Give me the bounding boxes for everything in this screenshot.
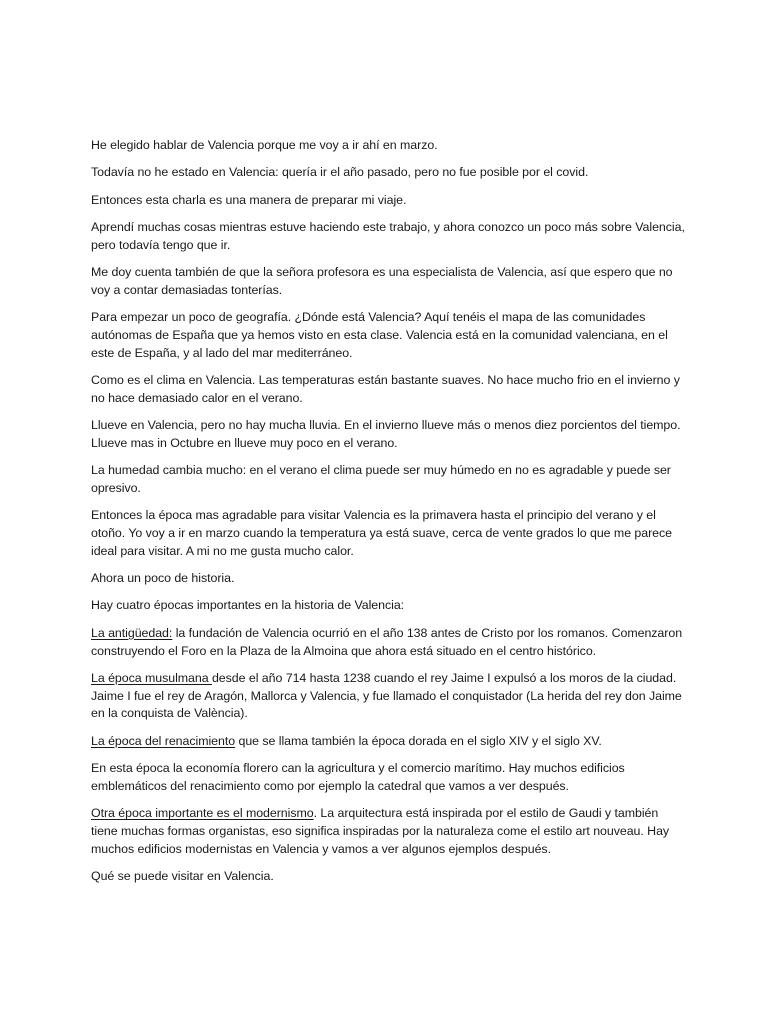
paragraph-what-to-visit	[91, 868, 686, 886]
paragraph-text: Para empezar un poco de geografía. ¿Dónde está Valencia? Aquí tenéis el mapa de las comunidades autónomas de España que ya hemos visto en esta clase. Valencia está en la comunidad valenciana, en el este de España, y al lado del mar mediterráneo.	[91, 310, 668, 360]
paragraph-text: Me doy cuenta también de que la señora profesora es una especialista de Valencia, así que espero que no voy a contar demasiadas tonterías.	[91, 264, 673, 297]
paragraph-text: desde el año 714 hasta 1238 cuando el rey Jaime I expulsó a los moros de la ciudad. Jaime I fue el rey de Aragón, Mallorca y Valencia, y fue llamado el conquistador (La herida del rey don Jaime en la conquista de València).	[91, 670, 682, 721]
paragraph-text: La humedad cambia mucho: en el verano el clima puede ser muy húmedo en no es agradable y puede ser opresivo.	[91, 463, 671, 495]
paragraph-rain	[91, 417, 686, 453]
paragraph-antiquity	[91, 625, 686, 661]
paragraph-text: Ahora un poco de historia.	[91, 571, 235, 586]
paragraph-renaissance	[91, 733, 686, 751]
paragraph-text: Hay cuatro épocas importantes en la historia de Valencia:	[91, 598, 405, 613]
paragraph-geography	[91, 309, 686, 362]
paragraph-teacher	[91, 264, 686, 300]
paragraph-text: Qué se puede visitar en Valencia.	[91, 869, 274, 883]
paragraph-learned	[91, 219, 686, 255]
paragraph-trip-prep	[91, 192, 686, 210]
document-page	[91, 137, 686, 895]
paragraph-not-visited	[91, 164, 686, 182]
paragraph-text: Llueve en Valencia, pero no hay mucha lluvia. En el invierno llueve más o menos diez porcientos del tiempo. Llueve mas in Octubre en llueve muy poco en el verano.	[91, 418, 681, 450]
paragraph-text: En esta época la economía florero can la agricultura y el comercio marítimo. Hay muchos edificios emblemáticos del renacimiento como por ejemplo la catedral que vamos a ver después.	[91, 761, 625, 793]
paragraph-best-season	[91, 507, 686, 560]
paragraph-muslim-era	[91, 670, 686, 723]
paragraph-climate	[91, 372, 686, 408]
era-heading-renaissance: La época del renacimiento	[91, 733, 236, 748]
paragraph-text: que se llama también la época dorada en el siglo XIV y el siglo XV.	[235, 733, 602, 748]
paragraph-text: Aprendí muchas cosas mientras estuve haciendo este trabajo, y ahora conozco un poco más sobre Valencia, pero todavía tengo que ir.	[91, 219, 685, 252]
paragraph-text: Todavía no he estado en Valencia: quería ir el año pasado, pero no fue posible por el covid.	[91, 165, 589, 180]
paragraph-history-intro	[91, 570, 686, 588]
paragraph-intro	[91, 137, 686, 155]
era-heading-modernism: Otra época importante es el modernismo	[91, 806, 314, 821]
paragraph-text: la fundación de Valencia ocurrió en el año 138 antes de Cristo por los romanos. Comenzaron construyendo el Foro en la Plaza de la Almoina que ahora está situado en el centro histórico.	[91, 625, 683, 658]
paragraph-text: . La arquitectura está inspirada por el estilo de Gaudi y también tiene muchas formas organistas, eso significa inspiradas por la naturaleza come el estilo art nouveau. Hay muchos edificios modernistas en Valencia y vamos a ver algunos ejemplos después.	[91, 806, 670, 856]
era-heading-muslim: La época musulmana	[91, 670, 212, 685]
paragraph-text: Entonces la época mas agradable para visitar Valencia es la primavera hasta el principio del verano y el otoño. Yo voy a ir en marzo cuando la temperatura ya está suave, cerca de vente grados lo que me parece ideal para visitar. A mi no me gusta mucho calor.	[91, 508, 673, 558]
paragraph-humidity	[91, 462, 686, 498]
paragraph-four-eras	[91, 597, 686, 615]
paragraph-text: Entonces esta charla es una manera de preparar mi viaje.	[91, 192, 407, 207]
paragraph-text: Como es el clima en Valencia. Las temperaturas están bastante suaves. No hace mucho frio en el invierno y no hace demasiado calor en el verano.	[91, 372, 680, 405]
era-heading-antiquity: La antigüedad:	[91, 625, 173, 640]
paragraph-renaissance-economy	[91, 760, 686, 796]
paragraph-modernism	[91, 805, 686, 858]
paragraph-text: He elegido hablar de Valencia porque me voy a ir ahí en marzo.	[91, 138, 438, 152]
